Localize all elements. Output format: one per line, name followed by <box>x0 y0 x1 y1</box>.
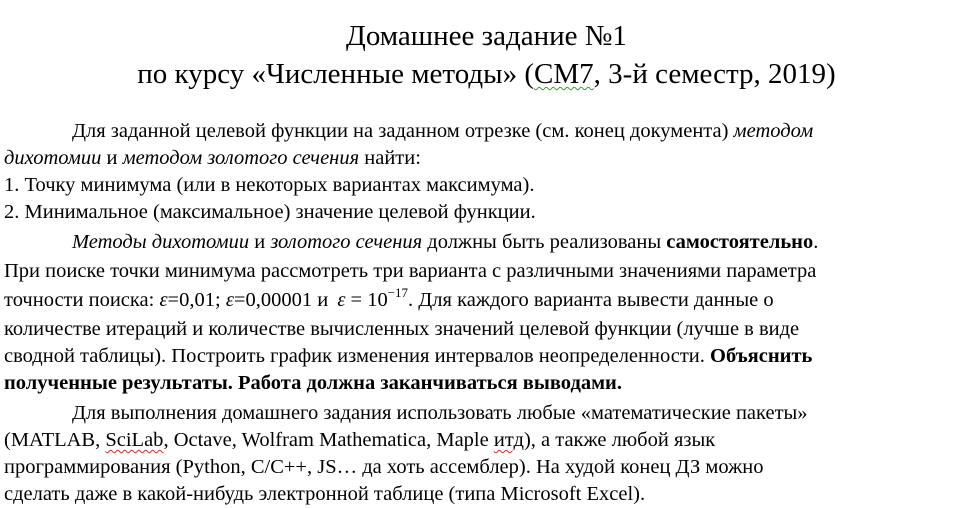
italic-term: дихотомии <box>4 147 102 169</box>
paragraph-3-line-3: программирования (Python, C/C++, JS… да хоть ассемблер). На худой конец ДЗ можно <box>4 456 764 478</box>
text-span: . Для каждого варианта вывести данные о <box>408 289 774 311</box>
list-item-2: 2. Минимальное (максимальное) значение целевой функции. <box>4 201 536 223</box>
text-span: точности поиска: <box>4 289 160 311</box>
text-span: =0,01; <box>167 289 226 311</box>
formula-exponent: −17 <box>387 285 409 300</box>
paragraph-3-line-1: Для выполнения домашнего задания использовать любые «математические пакеты» <box>72 402 808 424</box>
paragraph-3-line-2 <box>4 427 715 453</box>
paragraph-2-line-6: полученные результаты. Работа должна заканчиваться выводами. <box>4 372 622 394</box>
text-span: Для заданной целевой функции на заданном отрезке (см. конец документа) <box>72 120 734 142</box>
italic-term: Методы дихотомии <box>72 231 250 253</box>
title-line-1: Домашнее задание №1 <box>346 20 627 52</box>
abbreviation: итд <box>493 429 524 451</box>
epsilon-symbol: ε <box>225 289 234 311</box>
epsilon-symbol: ε <box>159 289 168 311</box>
text-span: и <box>249 231 271 253</box>
epsilon-symbol: ε <box>337 289 346 311</box>
paragraph-2-line-1 <box>72 229 818 255</box>
course-code: СМ7 <box>534 58 594 90</box>
italic-term: золотого сечения <box>270 231 423 253</box>
subtitle-text: по курсу «Численные методы» ( <box>137 58 535 90</box>
text-span: , Octave, Wolfram Mathematica, Maple <box>163 429 494 451</box>
list-item-1: 1. Точку минимума (или в некоторых вариантах максимума). <box>4 174 535 196</box>
text-span: должны быть реализованы <box>422 231 667 253</box>
subtitle-text-end: , 3-й семестр, 2019) <box>593 58 836 90</box>
bold-term: Объяснить <box>710 345 813 367</box>
italic-term: методом золотого сечения <box>122 147 360 169</box>
paragraph-1-line-1 <box>72 118 813 144</box>
text-span: и <box>101 147 123 169</box>
paragraph-3-line-4: сделать даже в какой-нибудь электронной таблице (типа Microsoft Excel). <box>4 483 646 505</box>
italic-term: методом <box>733 120 814 142</box>
text-span: ), а также любой язык <box>523 429 716 451</box>
text-span: . <box>813 231 819 253</box>
formula-base: = 10 <box>345 289 388 311</box>
document-subtitle <box>0 56 973 92</box>
text-span: (MATLAB, <box>4 429 106 451</box>
paragraph-1-line-2 <box>4 145 421 171</box>
document-title <box>0 18 973 54</box>
text-span: =0,00001 и <box>233 289 334 311</box>
paragraph-2-line-2: При поиске точки минимума рассмотреть три варианта с различными значениями параметра <box>4 260 817 282</box>
text-span: найти: <box>359 147 421 169</box>
paragraph-2-line-3 <box>4 287 774 313</box>
software-name: SciLab <box>105 429 164 451</box>
paragraph-2-line-5 <box>4 343 812 369</box>
paragraph-2-line-4: количестве итераций и количестве вычисленных значений целевой функции (лучше в виде <box>4 318 800 340</box>
text-span: сводной таблицы). Построить график изменения интервалов неопределенности. <box>4 345 711 367</box>
bold-term: самостоятельно <box>666 231 814 253</box>
